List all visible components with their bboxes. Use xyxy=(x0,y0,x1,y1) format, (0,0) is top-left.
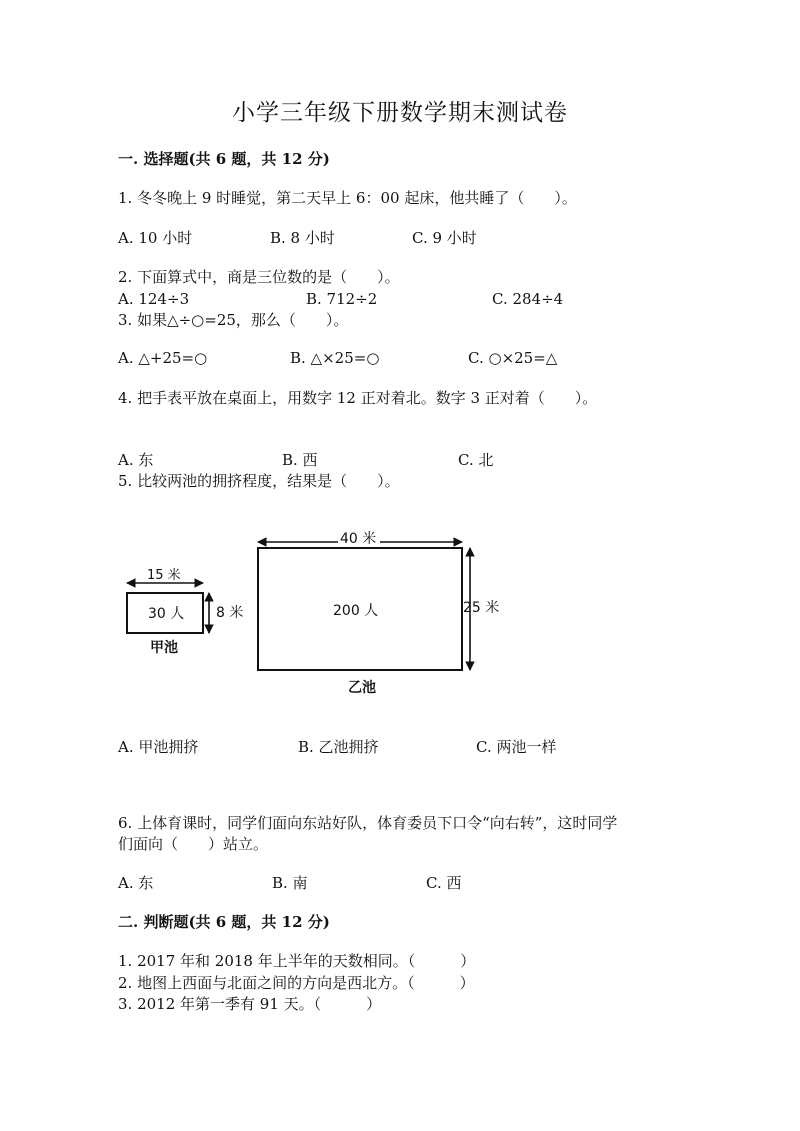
pool-a-width-label: 15 米 xyxy=(147,568,181,583)
judgement-item-1: 1. 2017 年和 2018 年上半年的天数相同。（ ） xyxy=(118,952,476,970)
question-6-option-c: C. 西 xyxy=(426,874,462,892)
question-5-option-a: A. 甲池拥挤 xyxy=(118,738,199,756)
section-heading-choice: 一. 选择题(共 6 题，共 12 分) xyxy=(118,150,330,168)
question-3-option-a: A. △+25=○ xyxy=(118,349,208,367)
pool-a-name: 甲池 xyxy=(150,640,178,656)
question-2-option-a: A. 124÷3 xyxy=(118,290,190,308)
pool-b xyxy=(258,530,499,696)
pool-figure xyxy=(100,518,520,702)
pool-a-people: 30 人 xyxy=(148,606,185,622)
pool-b-people: 200 人 xyxy=(333,603,379,619)
judgement-item-3: 3. 2012 年第一季有 91 天。（ ） xyxy=(118,995,382,1013)
question-3-stem: 3. 如果△÷○=25，那么（ ）。 xyxy=(118,311,349,329)
question-3-option-c: C. ○×25=△ xyxy=(468,349,558,367)
pool-a-height-label: 8 米 xyxy=(216,605,244,621)
pool-b-name: 乙池 xyxy=(348,680,376,696)
pool-a xyxy=(127,567,243,656)
question-4-option-a: A. 东 xyxy=(118,451,154,469)
question-4-option-c: C. 北 xyxy=(458,451,494,469)
question-1-option-a: A. 10 小时 xyxy=(118,229,193,247)
page-title: 小学三年级下册数学期末测试卷 xyxy=(232,100,568,126)
question-5-option-c: C. 两池一样 xyxy=(476,738,557,756)
question-6-option-a: A. 东 xyxy=(118,874,154,892)
question-2-stem: 2. 下面算式中，商是三位数的是（ ）。 xyxy=(118,268,400,286)
question-6-stem-line2: 们面向（ ）站立。 xyxy=(118,835,269,853)
question-3-option-b: B. △×25=○ xyxy=(290,349,380,367)
question-2-option-b: B. 712÷2 xyxy=(306,290,378,308)
question-2-option-c: C. 284÷4 xyxy=(492,290,564,308)
question-4-stem: 4. 把手表平放在桌面上，用数字 12 正对着北。数字 3 正对着（ ）。 xyxy=(118,389,598,407)
question-1-option-c: C. 9 小时 xyxy=(412,229,477,247)
judgement-item-2: 2. 地图上西面与北面之间的方向是西北方。（ ） xyxy=(118,974,475,992)
question-5-option-b: B. 乙池拥挤 xyxy=(298,738,379,756)
question-1-stem: 1. 冬冬晚上 9 时睡觉，第二天早上 6：00 起床，他共睡了（ ）。 xyxy=(118,189,577,207)
question-5-stem: 5. 比较两池的拥挤程度，结果是（ ）。 xyxy=(118,472,400,490)
question-4-option-b: B. 西 xyxy=(282,451,318,469)
pool-b-height-label: 25 米 xyxy=(463,600,500,616)
question-1-option-b: B. 8 小时 xyxy=(270,229,335,247)
pool-b-width-label: 40 米 xyxy=(340,531,377,547)
section-heading-judgement: 二. 判断题(共 6 题，共 12 分) xyxy=(118,913,330,931)
question-6-option-b: B. 南 xyxy=(272,874,308,892)
question-6-stem-line1: 6. 上体育课时，同学们面向东站好队，体育委员下口令“向右转”，这时同学 xyxy=(118,814,618,832)
